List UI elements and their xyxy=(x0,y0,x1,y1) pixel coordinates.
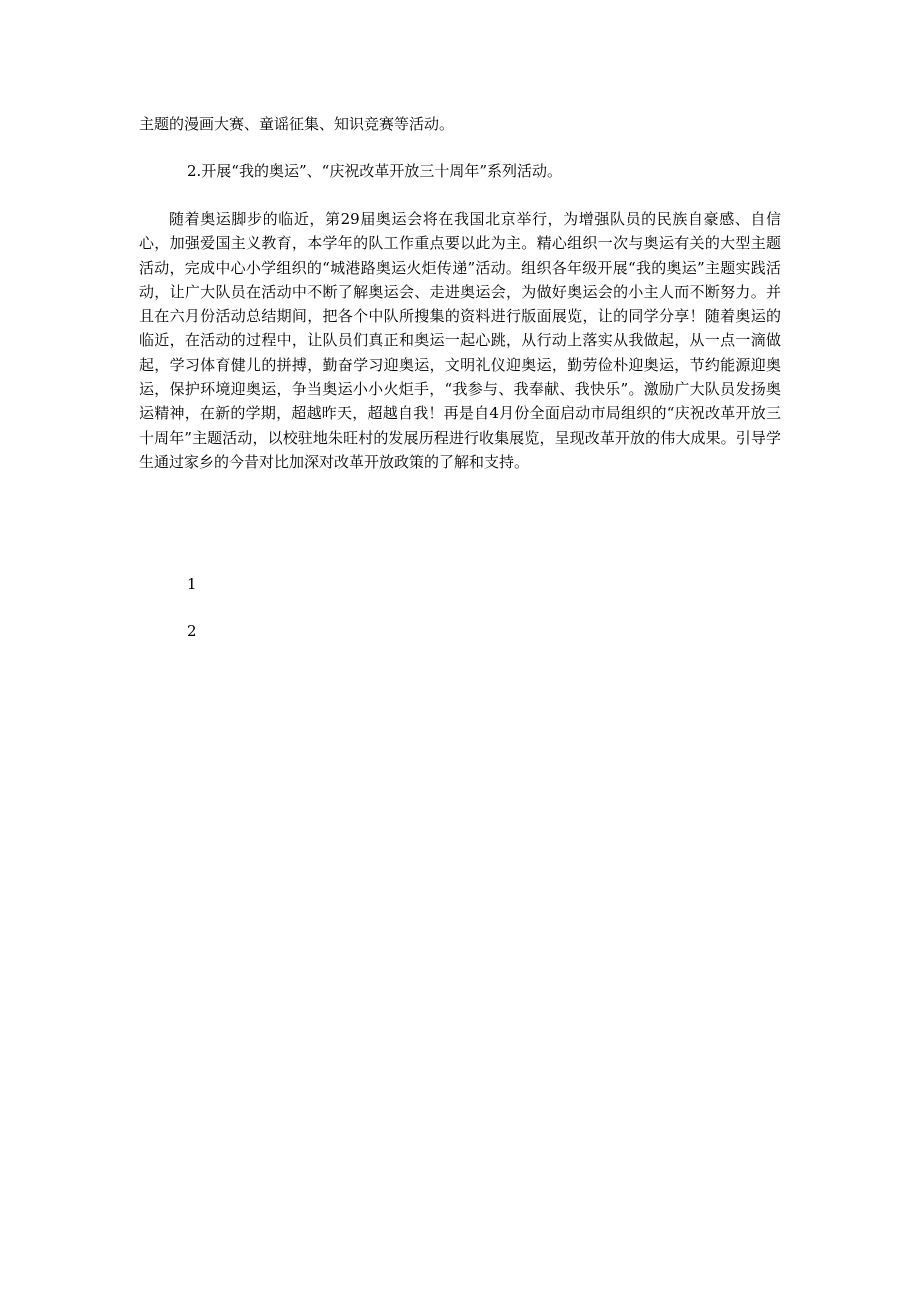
continuation-line: 主题的漫画大赛、童谣征集、知识竞赛等活动。 xyxy=(139,115,455,133)
list-number-1: 1 xyxy=(187,575,197,593)
section-heading: 2.开展“我的奥运”、“庆祝改革开放三十周年”系列活动。 xyxy=(187,162,562,180)
body-paragraph: 随着奥运脚步的临近，第29届奥运会将在我国北京举行，为增强队员的民族自豪感、自信心，加强爱国主义教育，本学年的队工作重点要以此为主。精心组织一次与奥运有关的大型主题活动，完成中心小学组织的“城港路奥运火炬传递”活动。组织各年级开展“我的奥运”主题实践活动，让广大队员在活动中不断了解奥运会、走进奥运会，为做好奥运会的小主人而不断努力。并且在六月份活动总结期间，把各个中队所搜集的资料进行版面展览，让的同学分享！随着奥运的临近，在活动的过程中，让队员们真正和奥运一起心跳，从行动上落实从我做起，从一点一滴做起，学习体育健儿的拼搏，勤奋学习迎奥运，文明礼仪迎奥运，勤劳俭朴迎奥运，节约能源迎奥运，保护环境迎奥运，争当奥运小小火炬手，“我参与、我奉献、我快乐”。激励广大队员发扬奥运精神，在新的学期，超越昨天，超越自我！再是自4月份全面启动市局组织的“庆祝改革开放三十周年”主题活动，以校驻地朱旺村的发展历程进行收集展览，呈现改革开放的伟大成果。引导学生通过家乡的今昔对比加深对改革开放政策的了解和支持。 xyxy=(139,210,781,471)
list-number-2: 2 xyxy=(187,622,197,640)
